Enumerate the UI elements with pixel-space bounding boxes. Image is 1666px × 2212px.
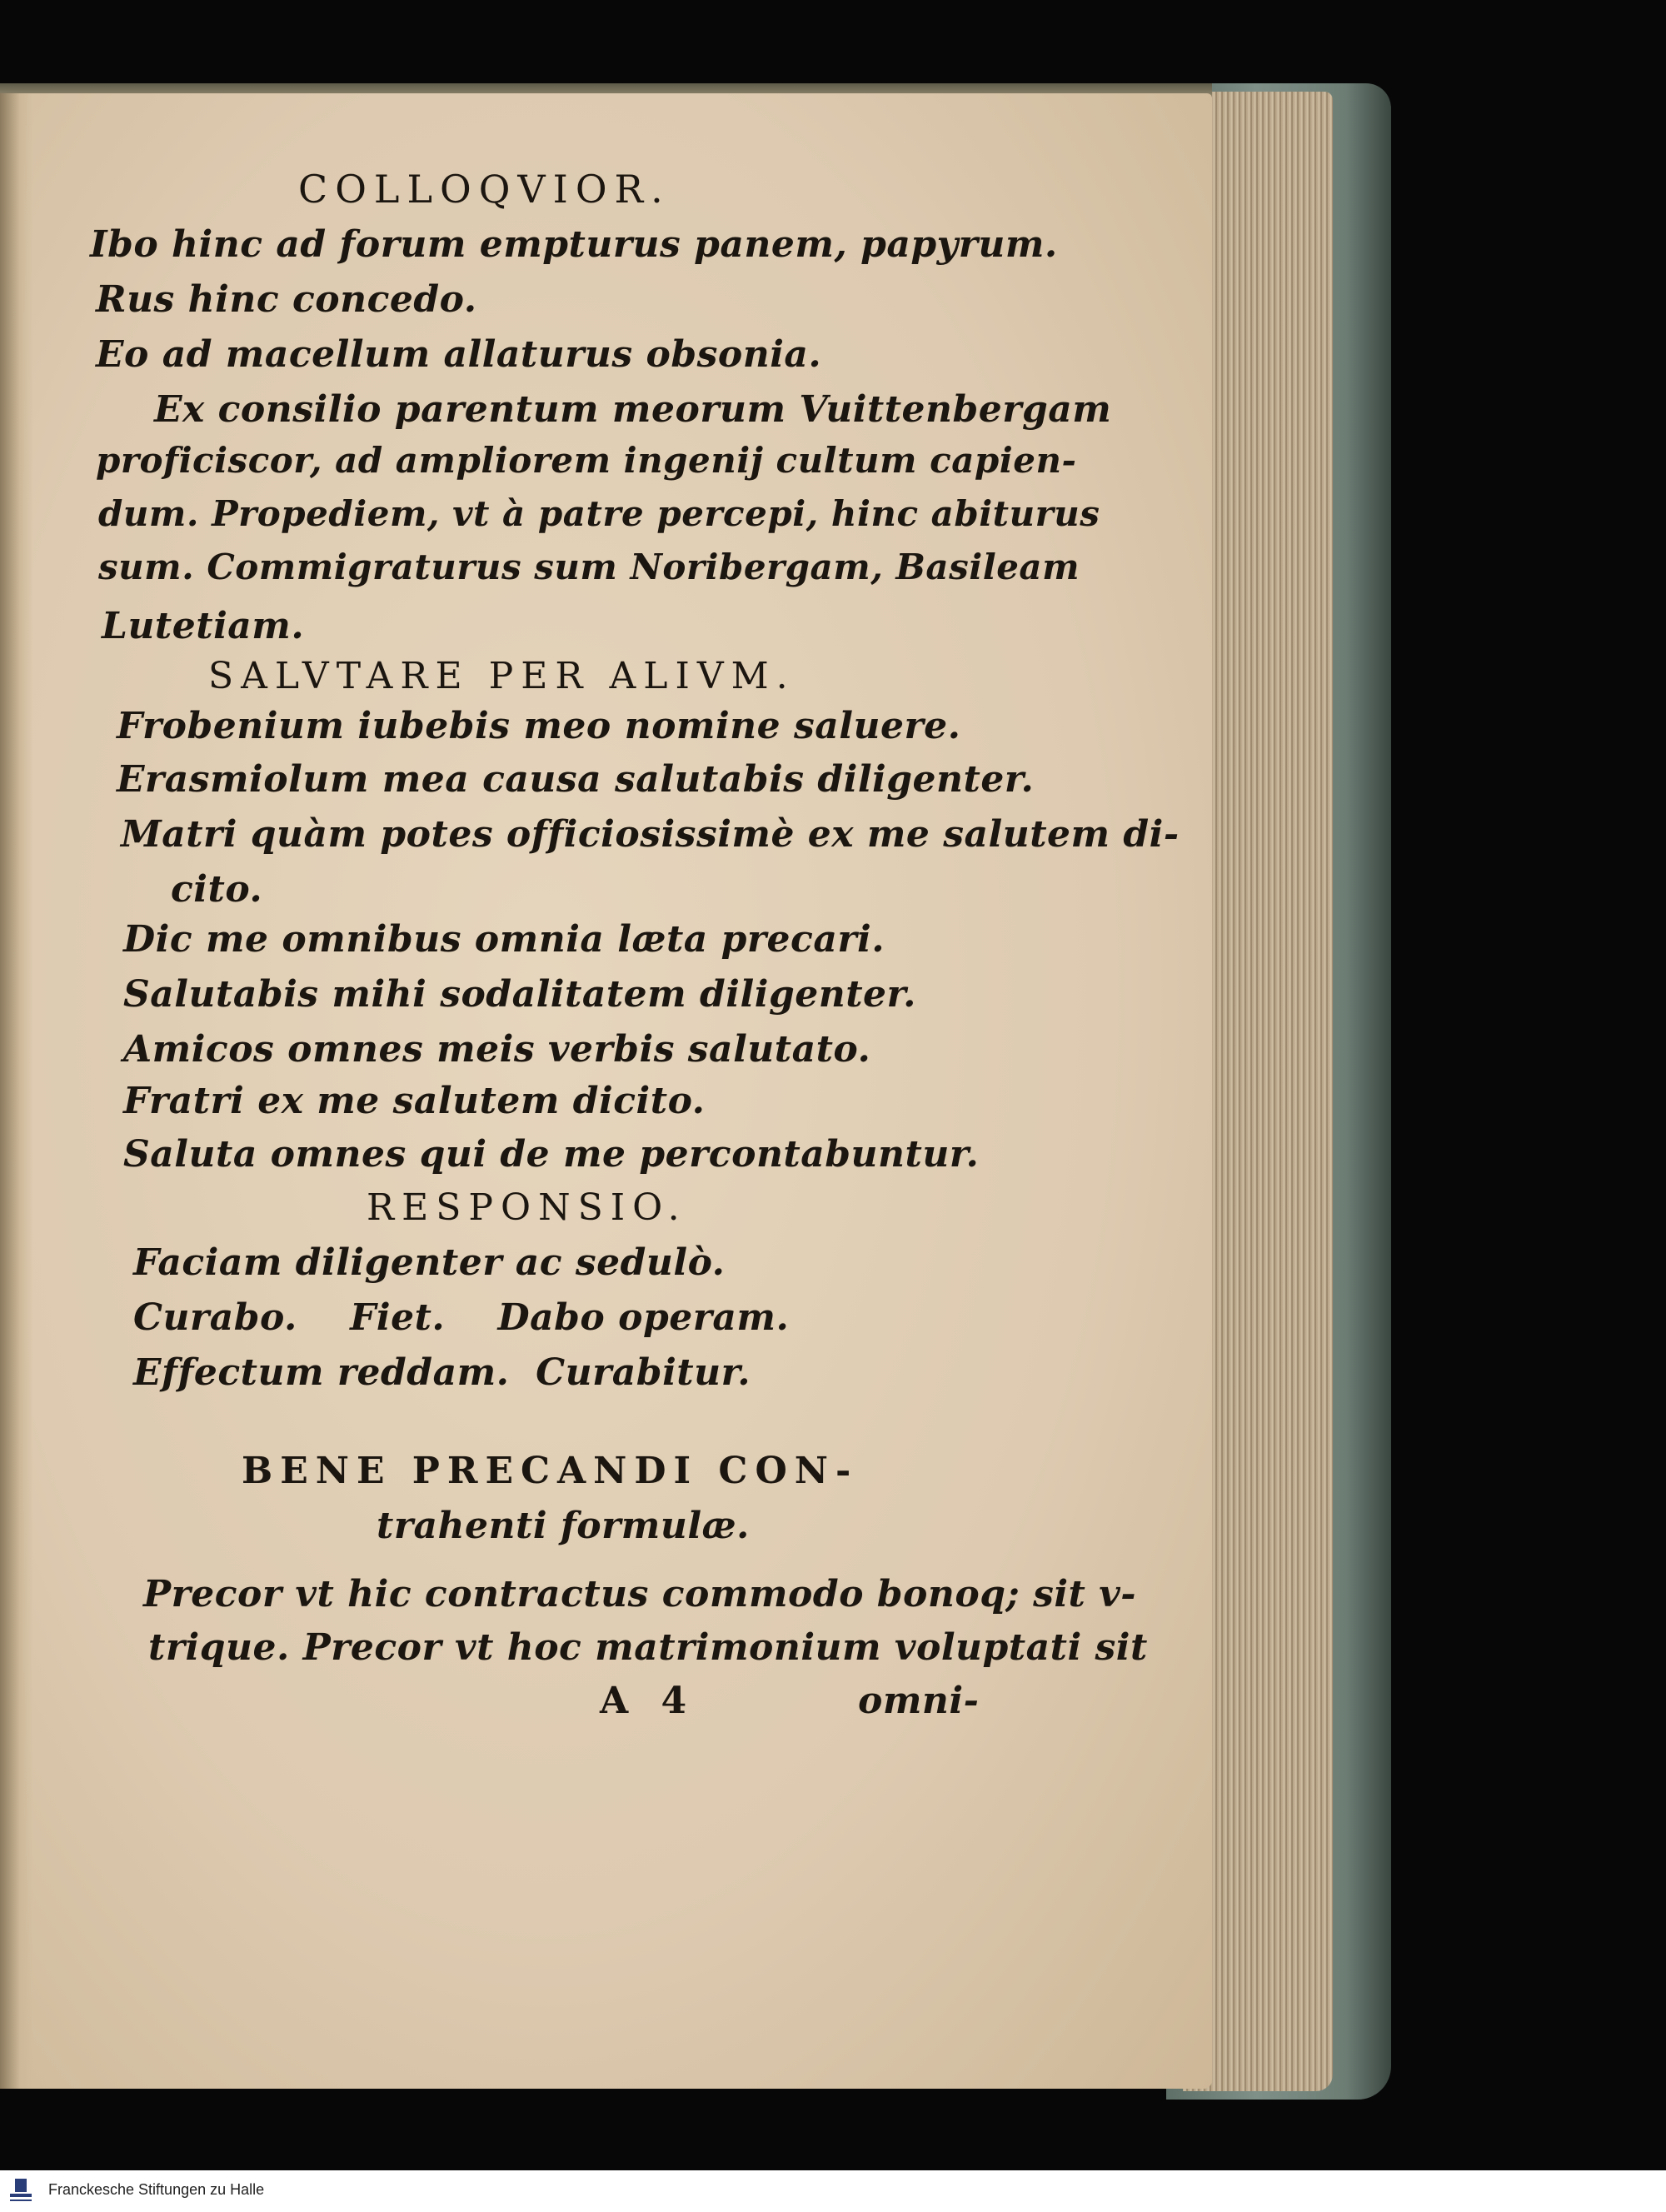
greeting-line: Saluta omnes qui de me percontabuntur. bbox=[123, 1133, 980, 1176]
response-line: Effectum reddam. Curabitur. bbox=[133, 1351, 751, 1394]
text-line: Rus hinc concedo. bbox=[96, 278, 477, 321]
greeting-line: Amicos omnes meis verbis salutato. bbox=[123, 1028, 871, 1071]
text-line: Lutetiam. bbox=[102, 605, 305, 647]
greeting-line: Dic me omnibus omnia læta precari. bbox=[123, 918, 885, 961]
text-line: Eo ad macellum allaturus obsonia. bbox=[96, 333, 822, 376]
footer-bar bbox=[0, 2170, 1666, 2212]
signature-mark: A 4 bbox=[600, 1680, 697, 1722]
response-line: Faciam diligenter ac sedulò. bbox=[133, 1241, 726, 1284]
section-heading: SALVTARE PER ALIVM. bbox=[208, 655, 796, 697]
greeting-line: Fratri ex me salutem dicito. bbox=[123, 1080, 706, 1122]
text-line: Ibo hinc ad forum empturus panem, papyrum. bbox=[90, 223, 1058, 266]
section-heading: RESPONSIO. bbox=[367, 1186, 687, 1229]
text-line: sum. Commigraturus sum Noribergam, Basileam bbox=[98, 547, 1080, 587]
running-head: COLLOQVIOR. bbox=[298, 167, 671, 212]
section-heading: BENE PRECANDI CON- bbox=[242, 1450, 859, 1492]
catchword: omni- bbox=[858, 1680, 980, 1722]
franckesche-stiftungen-logo-icon bbox=[7, 2177, 35, 2205]
text-line: trique. Precor vt hoc matrimonium voluptati sit bbox=[148, 1626, 1148, 1669]
text-line: proficiscor, ad ampliorem ingenij cultum capien- bbox=[96, 440, 1077, 481]
text-line: Precor vt hic contractus commodo bonoq; sit v- bbox=[143, 1573, 1137, 1615]
institution-name: Franckesche Stiftungen zu Halle bbox=[48, 2181, 265, 2198]
text-line: dum. Propediem, vt à patre percepi, hinc abiturus bbox=[98, 493, 1100, 534]
section-subheading: trahenti formulæ. bbox=[377, 1505, 750, 1547]
greeting-line: cito. bbox=[171, 868, 263, 911]
page-gutter bbox=[0, 93, 33, 2089]
text-line: Ex consilio parentum meorum Vuittenbergam bbox=[154, 388, 1112, 431]
greeting-line: Salutabis mihi sodalitatem diligenter. bbox=[123, 973, 916, 1016]
greeting-line: Matri quàm potes officiosissimè ex me salutem di- bbox=[121, 813, 1180, 856]
greeting-line: Erasmiolum mea causa salutabis diligenter. bbox=[117, 758, 1035, 801]
greeting-line: Frobenium iubebis meo nomine saluere. bbox=[117, 705, 961, 747]
response-line: Curabo. Fiet. Dabo operam. bbox=[133, 1296, 790, 1339]
